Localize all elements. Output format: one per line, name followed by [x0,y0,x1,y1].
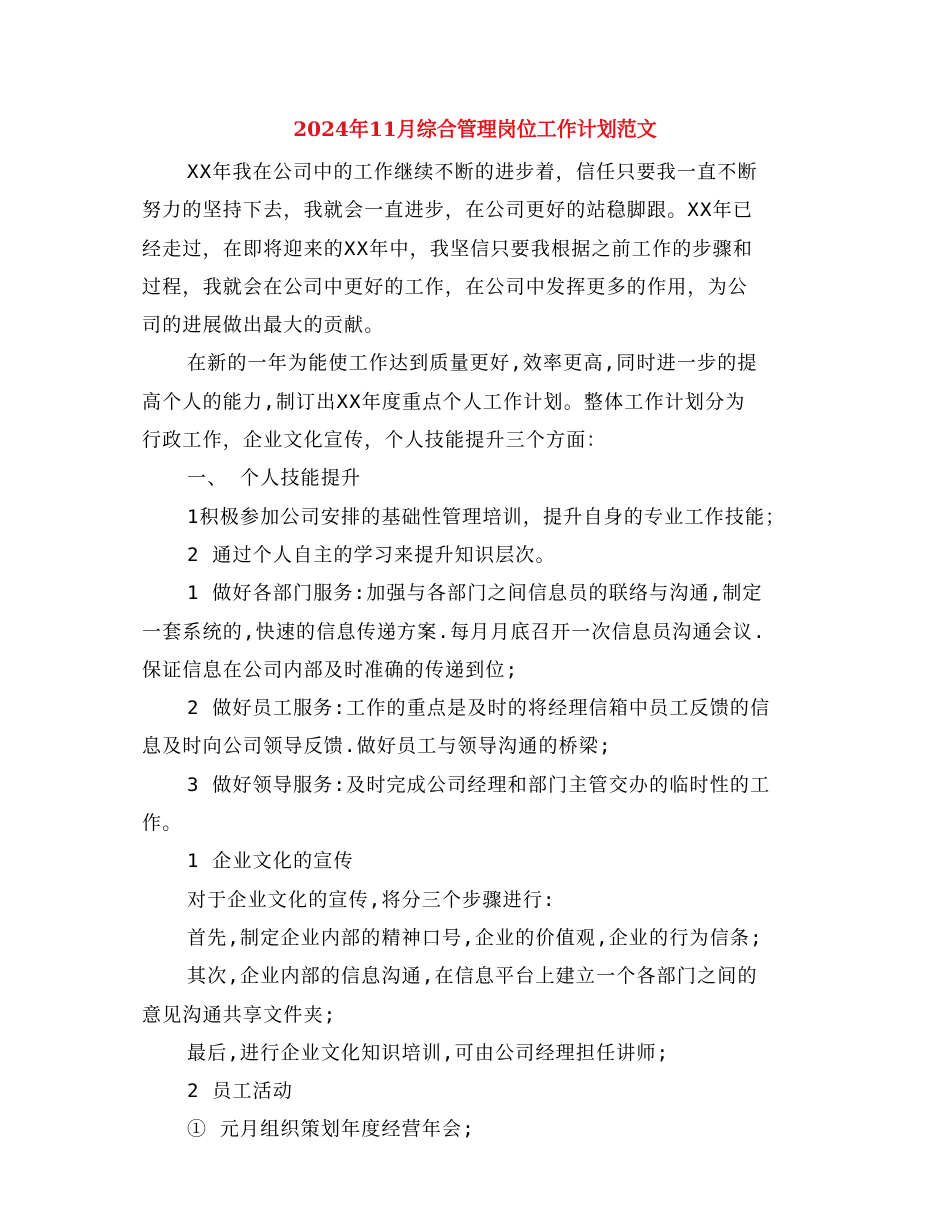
body-line: 在新的一年为能使工作达到质量更好,效率更高,同时进一步的提 [187,352,758,375]
body-line: 最后,进行企业文化知识培训,可由公司经理担任讲师; [187,1041,670,1064]
body-line: 过程，我就会在公司中更好的工作，在公司中发挥更多的作用，为公 [142,275,749,298]
body-line: 努力的坚持下去，我就会一直进步，在公司更好的站稳脚跟。XX年已 [142,199,754,222]
body-line: 作。 [142,812,183,835]
document-body [142,153,832,1149]
document-title: 2024年11月综合管理岗位工作计划范文 [293,117,657,141]
body-line: 2 做好员工服务:工作的重点是及时的将经理信箱中员工反馈的信 [187,697,771,720]
body-line: 3 做好领导服务:及时完成公司经理和部门主管交办的临时性的工 [187,773,771,796]
body-line: 一套系统的,快速的信息传递方案.每月月底召开一次信息员沟通会议. [142,620,766,643]
body-line: 行政工作，企业文化宣传，个人技能提升三个方面： [142,429,607,452]
body-line: 经走过，在即将迎来的XX年中，我坚信只要我根据之前工作的步骤和 [142,237,754,260]
body-line: 高个人的能力,制订出XX年度重点个人工作计划。整体工作计划分为 [142,390,746,413]
body-line: 2 员工活动 [187,1080,294,1103]
body-line: 1积极参加公司安排的基础性管理培训，提升自身的专业工作技能； [187,505,786,528]
body-line: 息及时向公司领导反馈.做好员工与领导沟通的桥梁; [142,735,612,758]
body-line: 司的进展做出最大的贡献。 [142,314,385,337]
body-line: 1 企业文化的宣传 [187,850,354,873]
body-line: 1 做好各部门服务:加强与各部门之间信息员的联络与沟通,制定 [187,582,763,605]
body-line: XX年我在公司中的工作继续不断的进步着，信任只要我一直不断 [187,161,758,183]
body-line: 保证信息在公司内部及时准确的传递到位; [142,658,519,681]
body-line: 对于企业文化的宣传,将分三个步骤进行: [187,888,556,911]
body-line: 一、 个人技能提升 [187,467,362,490]
body-line: 意见沟通共享文件夹; [142,1003,337,1026]
body-line: 首先,制定企业内部的精神口号,企业的价值观,企业的行为信条; [187,926,763,949]
body-line: 其次,企业内部的信息沟通,在信息平台上建立一个各部门之间的 [187,965,758,988]
body-line: ① 元月组织策划年度经营年会; [187,1118,475,1141]
body-line: 2 通过个人自主的学习来提升知识层次。 [187,543,556,566]
